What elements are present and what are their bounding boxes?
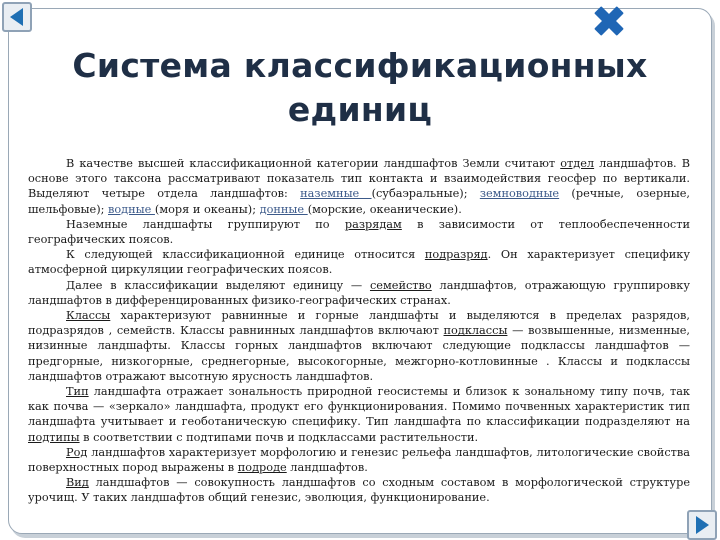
close-button[interactable] bbox=[591, 5, 627, 37]
text-run: ландшафтов характеризует морфологию и генезис рельефа ландшафтов, литологические свойства поверхностных пород выражены в bbox=[28, 445, 690, 475]
link-tip[interactable]: Тип bbox=[66, 385, 89, 399]
next-arrow-icon bbox=[689, 512, 715, 538]
paragraph-otdel bbox=[28, 156, 690, 217]
title-line-1: Система классификационных bbox=[72, 46, 648, 85]
link-podtipy[interactable]: подтипы bbox=[28, 430, 80, 444]
close-x-icon bbox=[591, 5, 627, 37]
link-podrazryad[interactable]: подразряд bbox=[424, 248, 488, 262]
text-run: ландшафтов. bbox=[286, 461, 368, 475]
text-run: ландшафтов, отражающую группировку ландшафтов в дифференцированных физико-географических странах. bbox=[28, 278, 690, 307]
text-run: Наземные ландшафты группируют по bbox=[66, 217, 345, 231]
text-run: — возвышенные, низменные, низинные ландшафты. Классы горных ландшафтов включают следующие подклассы ландшафтов — предгорные, низкогорные, среднегорные, высокогорные, межгорно-котловинные . Классы и подклассы ландшафтов отражают высотную ярусность ландшафтов. bbox=[28, 324, 690, 383]
link-podrode[interactable]: подроде bbox=[237, 461, 287, 475]
text-run: ландшафтов. В основе этого таксона рассматривают показатель тип контакта и взаимодействия геосфер по вертикали. Выделяют четыре отдела ландшафтов: bbox=[28, 157, 690, 201]
body-text bbox=[28, 156, 690, 506]
link-otdel[interactable]: отдел bbox=[560, 157, 595, 170]
text-run: К следующей классификационной единице относится bbox=[66, 248, 425, 262]
text-run: в зависимости от теплообеспеченности географических поясов. bbox=[28, 217, 690, 247]
text-run: (субаэральные); bbox=[371, 187, 480, 201]
back-arrow-button[interactable] bbox=[2, 2, 32, 32]
link-vodnye[interactable]: водные bbox=[108, 202, 155, 216]
link-vid[interactable]: Вид bbox=[66, 476, 89, 490]
paragraph-tip bbox=[28, 384, 690, 445]
title-line-2: единиц bbox=[287, 90, 433, 129]
text-run: ландшафтов — совокупность ландшафтов со сходным составом в морфологической структуре урочищ. У таких ландшафтов общий генезис, эволюция, функционирование. bbox=[28, 476, 690, 505]
paragraph-semeystvo bbox=[28, 278, 690, 308]
text-run: характеризуют равнинные и горные ландшафты и выделяются в пределах разрядов, подразрядов , семейств. Классы равнинных ландшафтов включают bbox=[28, 309, 690, 338]
link-rod[interactable]: Род bbox=[66, 445, 88, 459]
link-donnye[interactable]: донные bbox=[259, 202, 308, 216]
text-run: (речные, озерные, шельфовые); bbox=[28, 187, 690, 216]
next-arrow-button[interactable] bbox=[687, 510, 717, 540]
paragraph-rod bbox=[28, 445, 690, 475]
slide-title bbox=[40, 44, 680, 132]
link-podklassy[interactable]: подклассы bbox=[443, 324, 508, 338]
link-semeystvo[interactable]: семейство bbox=[369, 278, 432, 292]
paragraph-klassy bbox=[28, 308, 690, 384]
text-run: (моря и океаны); bbox=[154, 202, 260, 216]
text-run: Далее в классификации выделяют единицу — bbox=[66, 278, 370, 292]
link-klassy[interactable]: Классы bbox=[66, 309, 111, 323]
back-arrow-icon bbox=[4, 4, 30, 30]
text-run: ландшафта отражает зональность природной геосистемы и близок к зональному типу почв, так как почва — «зеркало» ландшафта, продукт его функционирования. Помимо почвенных характеристик тип ландшафта учитывает и геоботаническую специфику. Тип ландшафта по классификации подразделяют на bbox=[28, 385, 690, 429]
text-run: . Он характеризует специфику атмосферной циркуляции географических поясов. bbox=[28, 248, 690, 277]
text-run: В качестве высшей классификационной категории ландшафтов Земли считают bbox=[66, 157, 561, 170]
paragraph-podrazryad bbox=[28, 247, 690, 277]
text-run: (морские, океанические). bbox=[307, 202, 462, 216]
link-nazemnye[interactable]: наземные bbox=[300, 187, 372, 201]
paragraph-vid bbox=[28, 475, 690, 505]
link-razryadam[interactable]: разрядам bbox=[344, 217, 402, 231]
link-zemnovodnye[interactable]: земноводные bbox=[479, 187, 560, 201]
text-run: в соответствии с подтипами почв и подклассами растительности. bbox=[79, 430, 479, 444]
paragraph-razryad bbox=[28, 217, 690, 247]
